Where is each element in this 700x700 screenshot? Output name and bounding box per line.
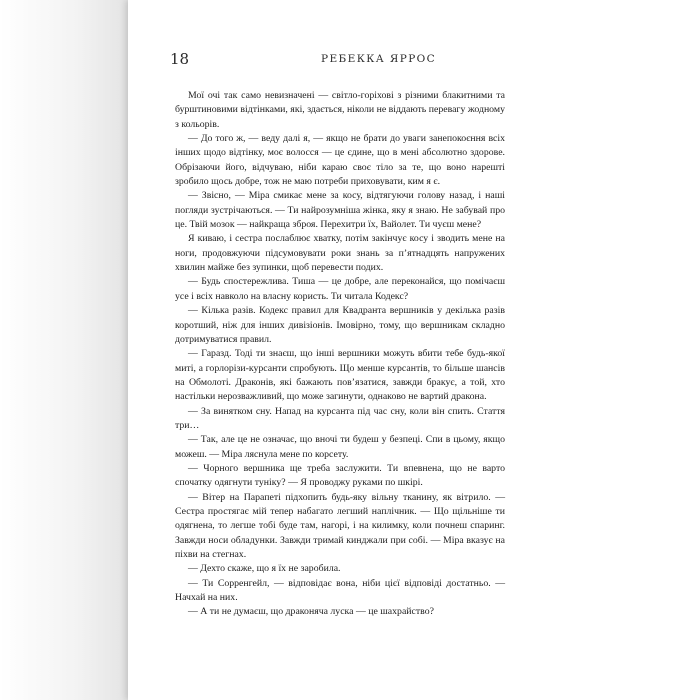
page-header xyxy=(170,50,505,70)
paragraph: — Будь спостережлива. Тиша — це добре, але переконайся, що помічаєш усе і всіх навколо на власну користь. Ти читала Кодекс? xyxy=(175,276,505,302)
body-text xyxy=(175,89,505,620)
paragraph: — Чорного вершника ще треба заслужити. Ти впевнена, що не варто спочатку одягнути туніку? — Я проводжу руками по шкірі. xyxy=(175,462,505,489)
left-page-shadow xyxy=(0,0,128,700)
paragraph: — Кілька разів. Кодекс правил для Квадранта вершників у декілька разів коротший, ніж для інших дивізіонів. Імовірно, тому, що вершникам складно дотримуватися правил. xyxy=(175,305,505,345)
paragraph: — До того ж, — веду далі я, — якщо не брати до уваги занепокоєння всіх інших щодо відтінку, моє волосся — це єдине, що в мені абсолютно здорове. Обрізаючи його, відчуваю, ніби караю своє тіло за те, що воно нарешті зробило щось добре, тож не маю потреби приховувати, ким я є. xyxy=(175,133,505,188)
paragraph: — Вітер на Парапеті підхопить будь-яку вільну тканину, як вітрило. — Сестра простягає мій тепер набагато легший наплічник. — Що щільніше ти одягнена, то легше тобі буде там, нагорі, і на килимку, коли почнеш спаринг. Завжди носи обладунки. Завжди тримай кинджали при собі. — Міра вказує на піхви на стегнах. xyxy=(175,491,505,560)
paragraph: — За винятком сну. Напад на курсанта під час сну, коли він спить. Стаття три… xyxy=(175,405,505,431)
paragraph: — Ти Сорренгейл, — відповідає вона, ніби цієї відповіді достатньо. — Начхай на них. xyxy=(175,577,505,604)
paragraph: Я киваю, і сестра послаблює хватку, потім закінчує косу і зводить мене на ноги, продовжуючи підсумовувати роки знань за п’ятнадцять напружених хвилин майже без зупинки, щоб перевести подих. xyxy=(175,233,505,274)
page-number: 18 xyxy=(170,50,190,68)
paragraph: Мої очі так само невизначені — світло-горіхові з різними блакитними та бурштиновими відтінками, які, здається, ніколи не віддають перевагу жодному з кольорів. xyxy=(175,90,505,130)
right-margin xyxy=(571,0,700,700)
paragraph: — Звісно, — Міра смикає мене за косу, відтягуючи голову назад, і наші погляди зустрічаються. — Ти найрозумніша жінка, яку я знаю. Не забувай про це. Твій мозок — найкраща зброя. Перехитри їх, Вайолет. Ти чуєш мене? xyxy=(175,190,505,231)
paragraph: — Дехто скаже, що я їх не заробила. xyxy=(188,563,341,575)
paragraph: — Гаразд. Тоді ти знаєш, що інші вершники можуть вбити тебе будь-якої миті, а горлорізи-курсанти спробують. Що менше курсантів, то більше шансів на Обмолоті. Драконів, які бажають пов’язатися, завжди бракує, а той, хто настільки нерозважливий, що може загинути, однаково не вартий дракона. xyxy=(175,348,505,403)
paragraph: — А ти не думаєш, що драконяча луска — це шахрайство? xyxy=(188,606,434,618)
paragraph: — Так, але це не означає, що вночі ти будеш у безпеці. Спи в цьому, якщо можеш. — Міра ляснула мене по корсету. xyxy=(175,434,505,460)
running-head-author: РЕБЕККА ЯРРОС xyxy=(321,53,437,65)
